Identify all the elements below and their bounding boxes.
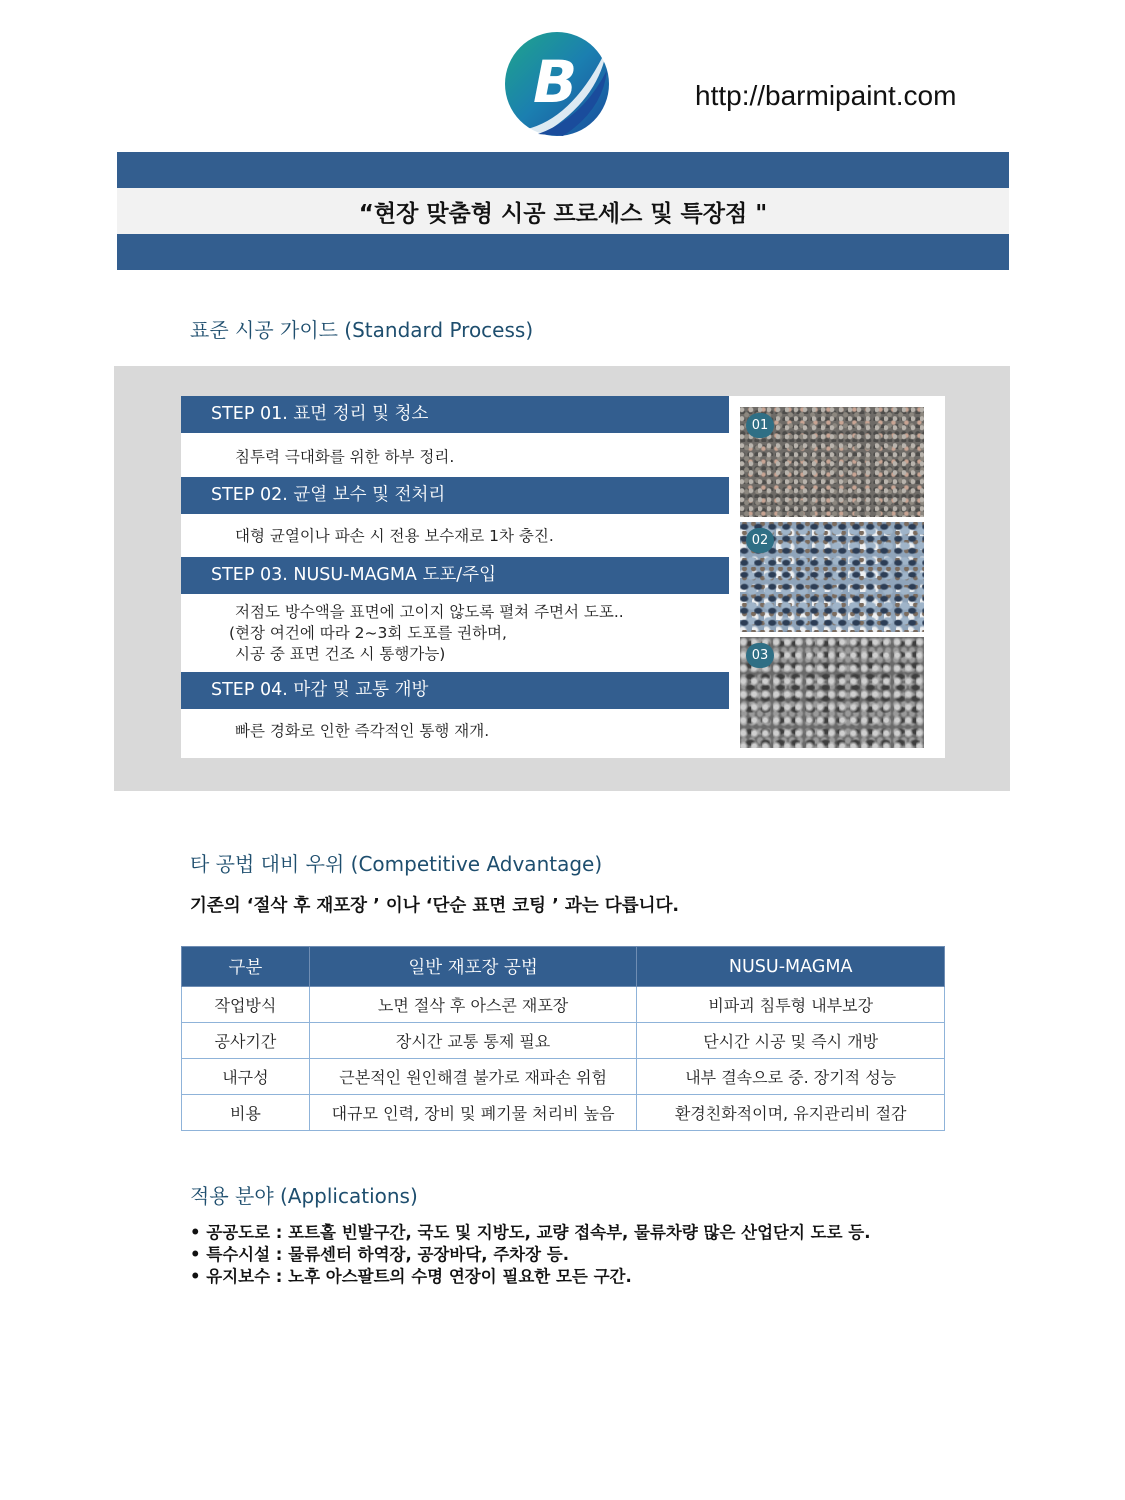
table-cell: 비파괴 침투형 내부보강 <box>637 987 945 1023</box>
column-header: 일반 재포장 공법 <box>309 947 637 987</box>
table-cell: 단시간 시공 및 즉시 개방 <box>637 1023 945 1059</box>
column-header: 구분 <box>182 947 310 987</box>
comparison-table <box>181 946 945 1131</box>
step-description-line: (현장 여건에 따라 2~3회 도포를 권하며, <box>229 624 507 642</box>
photo-number-badge: 02 <box>746 528 774 553</box>
step-description: 빠른 경화로 인한 즉각적인 통행 재개. <box>235 722 490 740</box>
step-description-line: 저점도 방수액을 표면에 고이지 않도록 펼쳐 주면서 도포.. <box>235 603 624 621</box>
advantage-heading: 타 공법 대비 우위 (Competitive Advantage) <box>190 852 603 876</box>
applications-heading: 적용 분야 (Applications) <box>190 1184 418 1208</box>
table-cell: 환경친화적이며, 유지관리비 절감 <box>637 1095 945 1131</box>
table-cell: 내부 결속으로 중. 장기적 성능 <box>637 1059 945 1095</box>
table-row <box>182 1023 945 1059</box>
photo-number-badge: 01 <box>746 413 774 438</box>
table-cell: 대규모 인력, 장비 및 폐기물 처리비 높음 <box>309 1095 637 1131</box>
process-panel <box>181 396 945 758</box>
step-description-line: 시공 중 표면 건조 시 통행가능) <box>235 645 446 663</box>
column-header: NUSU-MAGMA <box>637 947 945 987</box>
website-url[interactable]: http://barmipaint.com <box>695 80 957 111</box>
table-cell: 근본적인 원인해결 불가로 재파손 위험 <box>309 1059 637 1095</box>
table-cell: 공사기간 <box>182 1023 310 1059</box>
photo-number-badge: 03 <box>746 643 774 668</box>
surface-photo <box>740 522 924 632</box>
step-title: STEP 01. 표면 정리 및 청소 <box>181 396 729 433</box>
step-description <box>181 594 727 672</box>
table-row <box>182 1095 945 1131</box>
title-band-top <box>117 152 1009 188</box>
process-steps <box>181 396 727 753</box>
table-cell: 노면 절삭 후 아스콘 재포장 <box>309 987 637 1023</box>
list-item: • 유지보수 : 노후 아스팔트의 수명 연장이 필요한 모든 구간. <box>190 1267 632 1286</box>
step-title: STEP 02. 균열 보수 및 전처리 <box>181 477 729 514</box>
table-row <box>182 987 945 1023</box>
advantage-subtitle: 기존의 ‘절삭 후 재포장 ’ 이나 ‘단순 표면 코팅 ’ 과는 다릅니다. <box>190 896 680 916</box>
step-description: 침투력 극대화를 위한 하부 정리. <box>235 448 455 466</box>
table-cell: 장시간 교통 통제 필요 <box>309 1023 637 1059</box>
applications-list <box>190 1222 871 1288</box>
process-photos <box>740 407 924 748</box>
barmi-logo <box>503 30 611 138</box>
table-row <box>182 1059 945 1095</box>
list-item: • 특수시설 : 물류센터 하역장, 공장바닥, 주차장 등. <box>190 1245 570 1264</box>
surface-photo <box>740 407 924 517</box>
step-description: 대형 균열이나 파손 시 전용 보수재로 1차 충진. <box>235 527 554 545</box>
surface-photo <box>740 637 924 748</box>
list-item: • 공공도로 : 포트홀 빈발구간, 국도 및 지방도, 교량 접속부, 물류차량 많은 산업단지 도로 등. <box>190 1223 871 1242</box>
table-cell: 작업방식 <box>182 987 310 1023</box>
page-title: “현장 맞춤형 시공 프로세스 및 특장점 " <box>117 188 1009 234</box>
step-title: STEP 04. 마감 및 교통 개방 <box>181 672 729 709</box>
table-cell: 내구성 <box>182 1059 310 1095</box>
step-title: STEP 03. NUSU-MAGMA 도포/주입 <box>181 557 729 594</box>
title-band-bottom <box>117 234 1009 270</box>
table-header-row <box>182 947 945 987</box>
svg-text:B: B <box>533 48 578 116</box>
process-heading: 표준 시공 가이드 (Standard Process) <box>190 318 534 342</box>
table-cell: 비용 <box>182 1095 310 1131</box>
